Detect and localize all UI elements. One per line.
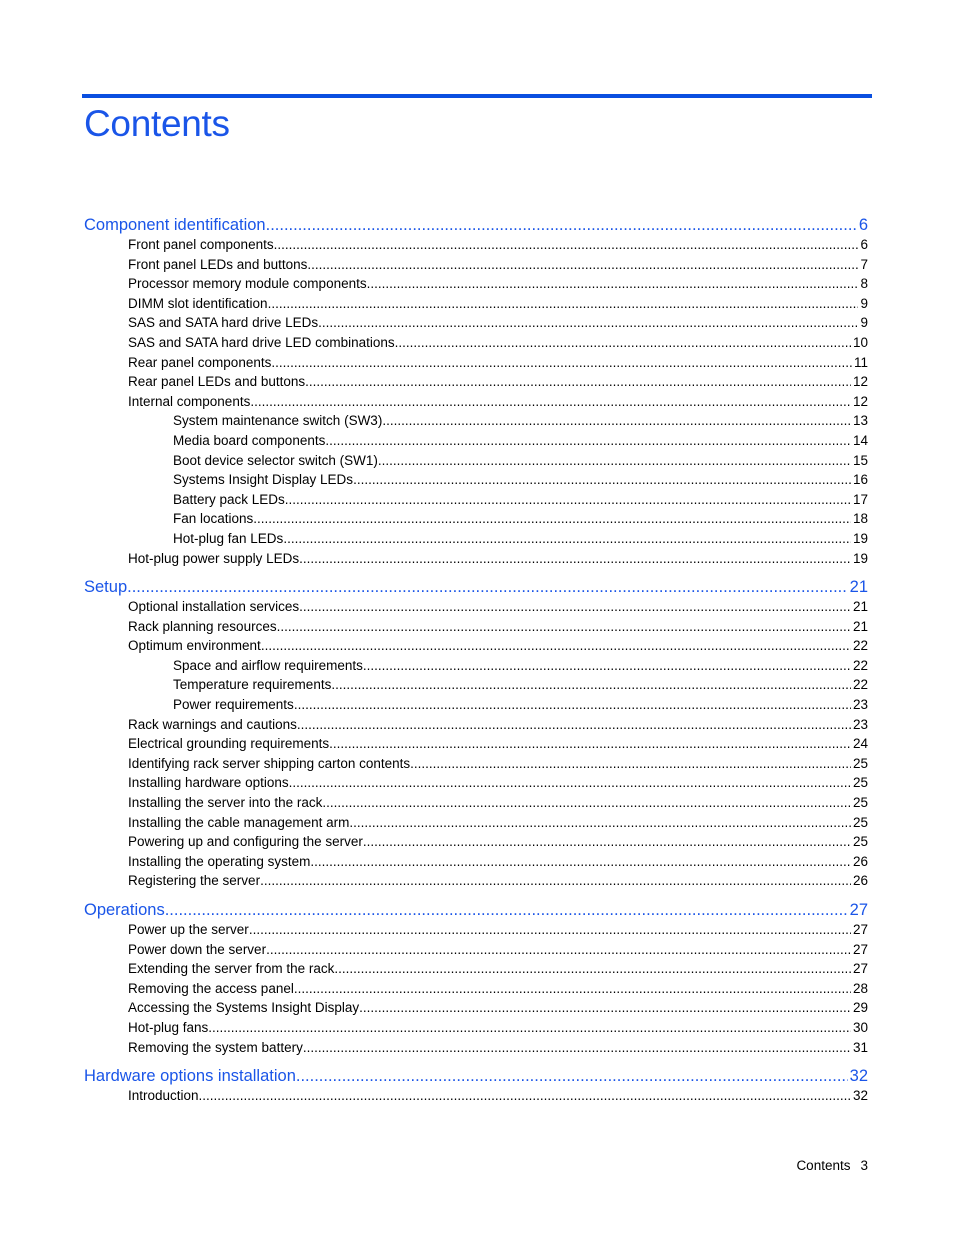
toc-entry-label: Processor memory module components — [128, 276, 367, 292]
toc-entry-page: 27 — [852, 922, 868, 937]
toc-dot-leader — [294, 695, 851, 715]
toc-section-entry[interactable] — [84, 920, 868, 940]
toc-entry-page: 8 — [860, 276, 868, 292]
toc-entry-label: Installing hardware options — [128, 775, 289, 791]
toc-dot-leader — [294, 979, 851, 999]
toc-entry-page: 26 — [852, 873, 868, 889]
toc-entry-label: DIMM slot identification — [128, 295, 268, 311]
page-title: Contents — [84, 103, 230, 144]
toc-dot-leader — [283, 529, 851, 549]
toc-entry-label: Rear panel LEDs and buttons — [128, 374, 306, 390]
toc-entry-label: Hardware options installation — [84, 1067, 296, 1086]
toc-entry-page: 32 — [849, 1067, 868, 1086]
toc-subsection-entry[interactable] — [84, 451, 868, 471]
toc-section-entry[interactable] — [84, 333, 868, 353]
toc-entry-page: 9 — [860, 315, 868, 331]
toc-entry-page: 23 — [852, 716, 868, 732]
toc-entry-page: 27 — [852, 961, 868, 977]
toc-entry-label: SAS and SATA hard drive LEDs — [128, 315, 319, 331]
toc-dot-leader — [322, 793, 851, 813]
toc-section-entry[interactable] — [84, 813, 868, 833]
toc-entry-page: 19 — [852, 530, 868, 546]
toc-dot-leader — [303, 1038, 851, 1058]
toc-chapter-entry[interactable] — [84, 577, 868, 597]
toc-entry-label: Installing the operating system — [128, 853, 311, 869]
toc-entry-page: 22 — [852, 657, 868, 673]
toc-subsection-entry[interactable] — [84, 675, 868, 695]
toc-entry-label: Hot-plug fan LEDs — [173, 530, 284, 546]
footer-section: Contents — [796, 1158, 851, 1173]
toc-entry-label: Accessing the Systems Insight Display — [128, 1000, 360, 1016]
toc-dot-leader — [307, 255, 858, 275]
toc-dot-leader — [334, 959, 851, 979]
toc-dot-leader — [297, 715, 851, 735]
toc-subsection-entry[interactable] — [84, 431, 868, 451]
toc-entry-page: 7 — [860, 256, 868, 272]
footer-page-number: 3 — [860, 1158, 868, 1173]
toc-entry-label: Boot device selector switch (SW1) — [173, 452, 378, 468]
toc-dot-leader — [208, 1018, 851, 1038]
toc-entry-page: 21 — [849, 578, 868, 597]
toc-entry-page: 25 — [852, 834, 868, 850]
toc-section-entry[interactable] — [84, 353, 868, 373]
toc-dot-leader — [310, 852, 851, 872]
toc-chapter-entry[interactable] — [84, 900, 868, 920]
toc-subsection-entry[interactable] — [84, 470, 868, 490]
toc-dot-leader — [363, 832, 851, 852]
toc-dot-leader — [331, 675, 851, 695]
toc-entry-page: 19 — [852, 550, 868, 566]
toc-entry-page: 32 — [852, 1088, 868, 1104]
toc-entry-page: 6 — [860, 237, 868, 252]
toc-dot-leader — [260, 871, 851, 891]
toc-entry-label: Temperature requirements — [173, 677, 332, 693]
toc-entry-page: 12 — [852, 393, 868, 409]
toc-entry-page: 11 — [853, 354, 868, 370]
toc-entry-page: 23 — [852, 697, 868, 713]
toc-entry-page: 22 — [852, 638, 868, 654]
toc-dot-leader — [266, 940, 851, 960]
toc-dot-leader — [410, 754, 851, 774]
toc-section-entry[interactable] — [84, 255, 868, 275]
toc-entry-label: Installing the server into the rack — [128, 795, 323, 811]
toc-section-entry[interactable] — [84, 274, 868, 294]
toc-dot-leader — [165, 900, 848, 920]
toc-entry-page: 29 — [852, 1000, 868, 1016]
toc-section-entry[interactable] — [84, 597, 868, 617]
toc-subsection-entry[interactable] — [84, 509, 868, 529]
toc-dot-leader — [395, 333, 851, 353]
toc-entry-label: Introduction — [128, 1088, 199, 1104]
toc-entry-page: 26 — [852, 853, 868, 869]
toc-dot-leader — [325, 431, 851, 451]
toc-section-entry[interactable] — [84, 636, 868, 656]
toc-entry-label: Optional installation services — [128, 599, 300, 615]
toc-entry-page: 31 — [852, 1039, 868, 1055]
toc-section-entry[interactable] — [84, 979, 868, 999]
toc-entry-label: Power down the server — [128, 941, 267, 957]
toc-entry-page: 9 — [860, 295, 868, 311]
toc-entry-page: 16 — [852, 472, 868, 488]
toc-dot-leader — [359, 998, 851, 1018]
toc-dot-leader — [261, 636, 851, 656]
toc-dot-leader — [299, 549, 851, 569]
toc-section-entry[interactable] — [84, 998, 868, 1018]
toc-entry-label: Operations — [84, 901, 165, 919]
toc-entry-page: 12 — [852, 374, 868, 390]
toc-entry-page: 27 — [849, 901, 868, 919]
toc-entry-label: Removing the system battery — [128, 1039, 303, 1055]
toc-entry-page: 21 — [852, 618, 868, 634]
toc-entry-label: System maintenance switch (SW3) — [173, 413, 383, 429]
toc-entry-label: Systems Insight Display LEDs — [173, 472, 354, 488]
toc-entry-label: Internal components — [128, 393, 251, 409]
toc-entry-page: 21 — [852, 599, 868, 615]
toc-dot-leader — [285, 490, 851, 510]
toc-section-entry[interactable] — [84, 294, 868, 314]
toc-chapter-entry[interactable] — [84, 1066, 868, 1086]
toc-entry-page: 25 — [852, 814, 868, 830]
toc-entry-label: Optimum environment — [128, 638, 261, 654]
toc-entry-label: Rack warnings and cautions — [128, 716, 297, 732]
toc-section-entry[interactable] — [84, 392, 868, 412]
toc-dot-leader — [296, 1066, 848, 1086]
toc-section-entry[interactable] — [84, 734, 868, 754]
toc-entry-label: Hot-plug fans — [128, 1019, 209, 1035]
toc-section-entry[interactable] — [84, 793, 868, 813]
toc-entry-page: 25 — [852, 775, 868, 791]
toc-section-entry[interactable] — [84, 959, 868, 979]
toc-section-entry[interactable] — [84, 617, 868, 637]
toc-entry-label: Identifying rack server shipping carton contents — [128, 755, 411, 771]
toc-entry-page: 17 — [852, 491, 868, 507]
toc-dot-leader — [199, 1086, 851, 1106]
toc-section-entry[interactable] — [84, 754, 868, 774]
toc-entry-label: Rack planning resources — [128, 618, 277, 634]
toc-dot-leader — [318, 313, 858, 333]
toc-entry-label: Installing the cable management arm — [128, 814, 350, 830]
toc-entry-label: Removing the access panel — [128, 980, 294, 996]
toc-dot-leader — [367, 274, 859, 294]
toc-section-entry[interactable] — [84, 235, 868, 255]
toc-entry-label: Hot-plug power supply LEDs — [128, 550, 300, 566]
toc-entry-page: 30 — [852, 1019, 868, 1035]
toc-section-entry[interactable] — [84, 1018, 868, 1038]
toc-section-entry[interactable] — [84, 871, 868, 891]
toc-section-entry[interactable] — [84, 940, 868, 960]
toc-dot-leader — [329, 734, 851, 754]
toc-entry-page: 28 — [852, 980, 868, 996]
toc-subsection-entry[interactable] — [84, 656, 868, 676]
toc-entry-page: 25 — [852, 795, 868, 811]
toc-subsection-entry[interactable] — [84, 490, 868, 510]
toc-entry-label: Power up the server — [128, 922, 249, 937]
toc-subsection-entry[interactable] — [84, 695, 868, 715]
toc-dot-leader — [349, 813, 851, 833]
toc-entry-page: 6 — [858, 216, 868, 234]
toc-entry-label: Electrical grounding requirements — [128, 736, 330, 752]
toc-entry-page: 14 — [852, 432, 868, 448]
toc-entry-label: Extending the server from the rack — [128, 961, 335, 977]
toc-entry-page: 27 — [852, 941, 868, 957]
toc-dot-leader — [274, 235, 859, 255]
toc-subsection-entry[interactable] — [84, 411, 868, 431]
toc-dot-leader — [249, 920, 851, 940]
heading-rule — [82, 94, 872, 98]
toc-entry-label: Powering up and configuring the server — [128, 834, 363, 850]
toc-dot-leader — [299, 597, 851, 617]
toc-dot-leader — [353, 470, 851, 490]
toc-dot-leader — [305, 372, 851, 392]
toc-dot-leader — [268, 294, 859, 314]
page-footer — [796, 1158, 868, 1173]
toc-dot-leader — [271, 353, 852, 373]
table-of-contents — [84, 215, 868, 1106]
toc-chapter-entry[interactable] — [84, 215, 868, 235]
toc-entry-label: SAS and SATA hard drive LED combinations — [128, 334, 395, 350]
toc-section-entry[interactable] — [84, 773, 868, 793]
toc-section-entry[interactable] — [84, 832, 868, 852]
toc-entry-label: Fan locations — [173, 511, 254, 527]
toc-entry-page: 25 — [852, 755, 868, 771]
toc-entry-label: Power requirements — [173, 697, 294, 713]
toc-entry-label: Setup — [84, 578, 128, 597]
toc-entry-page: 10 — [852, 334, 868, 350]
toc-dot-leader — [266, 215, 857, 235]
toc-dot-leader — [127, 577, 848, 597]
toc-dot-leader — [382, 411, 851, 431]
toc-entry-label: Media board components — [173, 432, 326, 448]
toc-section-entry[interactable] — [84, 313, 868, 333]
toc-dot-leader — [277, 617, 851, 637]
toc-entry-label: Battery pack LEDs — [173, 491, 285, 507]
toc-entry-page: 13 — [852, 413, 868, 429]
toc-dot-leader — [363, 656, 851, 676]
toc-entry-label: Front panel LEDs and buttons — [128, 256, 308, 272]
toc-entry-label: Rear panel components — [128, 354, 272, 370]
toc-section-entry[interactable] — [84, 549, 868, 569]
toc-dot-leader — [253, 509, 851, 529]
toc-entry-page: 22 — [852, 677, 868, 693]
toc-subsection-entry[interactable] — [84, 529, 868, 549]
toc-section-entry[interactable] — [84, 715, 868, 735]
toc-section-entry[interactable] — [84, 852, 868, 872]
toc-entry-label: Registering the server — [128, 873, 261, 889]
toc-dot-leader — [378, 451, 851, 471]
toc-entry-page: 18 — [852, 511, 868, 527]
toc-entry-label: Space and airflow requirements — [173, 657, 363, 673]
toc-dot-leader — [250, 392, 851, 412]
toc-entry-label: Component identification — [84, 216, 266, 234]
toc-section-entry[interactable] — [84, 1038, 868, 1058]
toc-entry-page: 15 — [852, 452, 868, 468]
toc-entry-label: Front panel components — [128, 237, 274, 252]
toc-section-entry[interactable] — [84, 372, 868, 392]
toc-entry-page: 24 — [852, 736, 868, 752]
toc-section-entry[interactable] — [84, 1086, 868, 1106]
toc-dot-leader — [289, 773, 851, 793]
